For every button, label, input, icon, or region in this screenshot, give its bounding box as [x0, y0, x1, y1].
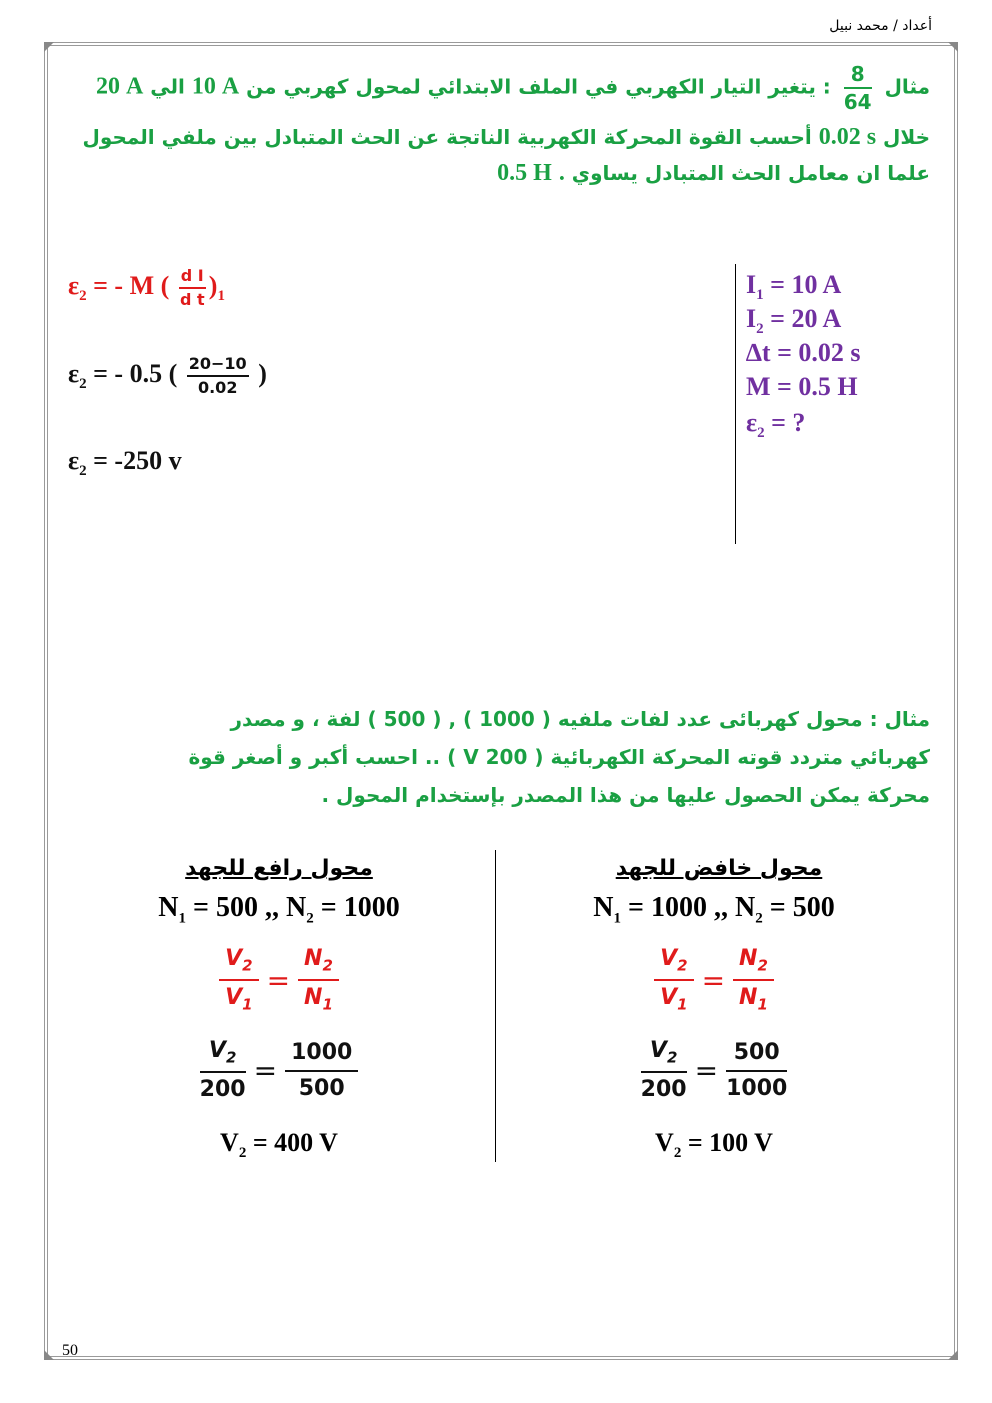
example1-line3: [70, 160, 930, 187]
step-down-turns: $N_1 = 1000$ ,, $N_2 = 500$: [593, 892, 835, 927]
example1-during: خلال: [883, 125, 930, 149]
frame-corner: [948, 1350, 958, 1360]
step-up-ratio-formula: $\frac{V_2}{V_1}$ = $\frac{N_2}{N_1}$: [100, 948, 458, 1013]
given-i2: $I_2 = 20$ A: [746, 304, 842, 338]
frame-corner: [44, 1350, 54, 1360]
example1-i1: 10 A: [191, 73, 240, 100]
example1-period: .: [558, 160, 565, 186]
solution1-eq3: $\varepsilon_2 = -250$ v: [68, 446, 182, 480]
frame-corner: [44, 42, 54, 52]
example1-text: : يتغير التيار الكهربي في الملف الابتدائي لمحول كهربي من: [246, 74, 831, 99]
header-author: أعداد / محمد نبيل: [829, 18, 932, 34]
example1-to-word: الي: [150, 74, 185, 99]
column-divider: [495, 850, 496, 1162]
solution1-eq1: $\varepsilon_2$ = - M ( $\frac{\text{d I}}{\text{d t}}$ )$_1$: [68, 266, 225, 309]
step-down-ratio-formula: $\frac{V_2}{V_1}$ = $\frac{N_2}{N_1}$: [535, 948, 893, 1013]
frame-corner: [948, 42, 958, 52]
step-up-result: $V_2 = 400$ V: [220, 1128, 338, 1162]
example2-line1: مثال : محول كهربائى عدد لفات ملفيه ( 1000 ) , ( 500 ) لفة ، و مصدر: [230, 707, 930, 731]
example1-dt: 0.02 s: [818, 124, 877, 150]
example2-line3: محركة يمكن الحصول عليها من هذا المصدر بإستخدام المحول .: [321, 783, 930, 807]
given-i1: $I_1 = 10$ A: [746, 270, 842, 304]
step-up-turns: $N_1 = 500$ ,, $N_2 = 1000$: [158, 892, 400, 927]
example1-i2: 20 A: [95, 73, 144, 100]
example1-text3: علما ان معامل الحث المتبادل يساوي: [571, 161, 930, 185]
given-emf: $\varepsilon_2$ = ?: [746, 408, 806, 442]
example1-label: مثال: [884, 74, 930, 99]
example2-line2: كهربائي متردد قوته المحركة الكهربائية ( V 200 ) .. احسب أكبر و أصغر قوة: [188, 745, 930, 769]
step-up-substitution: $\frac{V_2}{200}$ = $\frac{1000}{500}$: [100, 1040, 458, 1101]
step-up-title: محول رافع للجهد: [185, 856, 373, 881]
example1-m: 0.5 H: [497, 160, 552, 186]
example1-number-fraction: $\frac{8}{64}$: [843, 62, 872, 114]
example1-line2: [70, 124, 930, 151]
example1-line1: [70, 64, 930, 112]
page-number: 50: [62, 1342, 78, 1359]
example1-text2: أحسب القوة المحركة الكهربية الناتجة عن الحث المتبادل بين ملفي المحول: [82, 125, 812, 149]
step-down-result: $V_2 = 100$ V: [655, 1128, 773, 1162]
given-m: M = 0.5 H: [746, 372, 858, 401]
solution1-eq2: $\varepsilon_2$ = - 0.5 ( $\frac{20-10}{0.02}$ ): [68, 354, 267, 397]
divider-line: [735, 264, 736, 544]
step-down-substitution: $\frac{V_2}{200}$ = $\frac{500}{1000}$: [640, 1038, 788, 1103]
given-dt: ∆t = 0.02 s: [746, 338, 861, 367]
step-down-title: محول خافض للجهد: [615, 856, 823, 881]
